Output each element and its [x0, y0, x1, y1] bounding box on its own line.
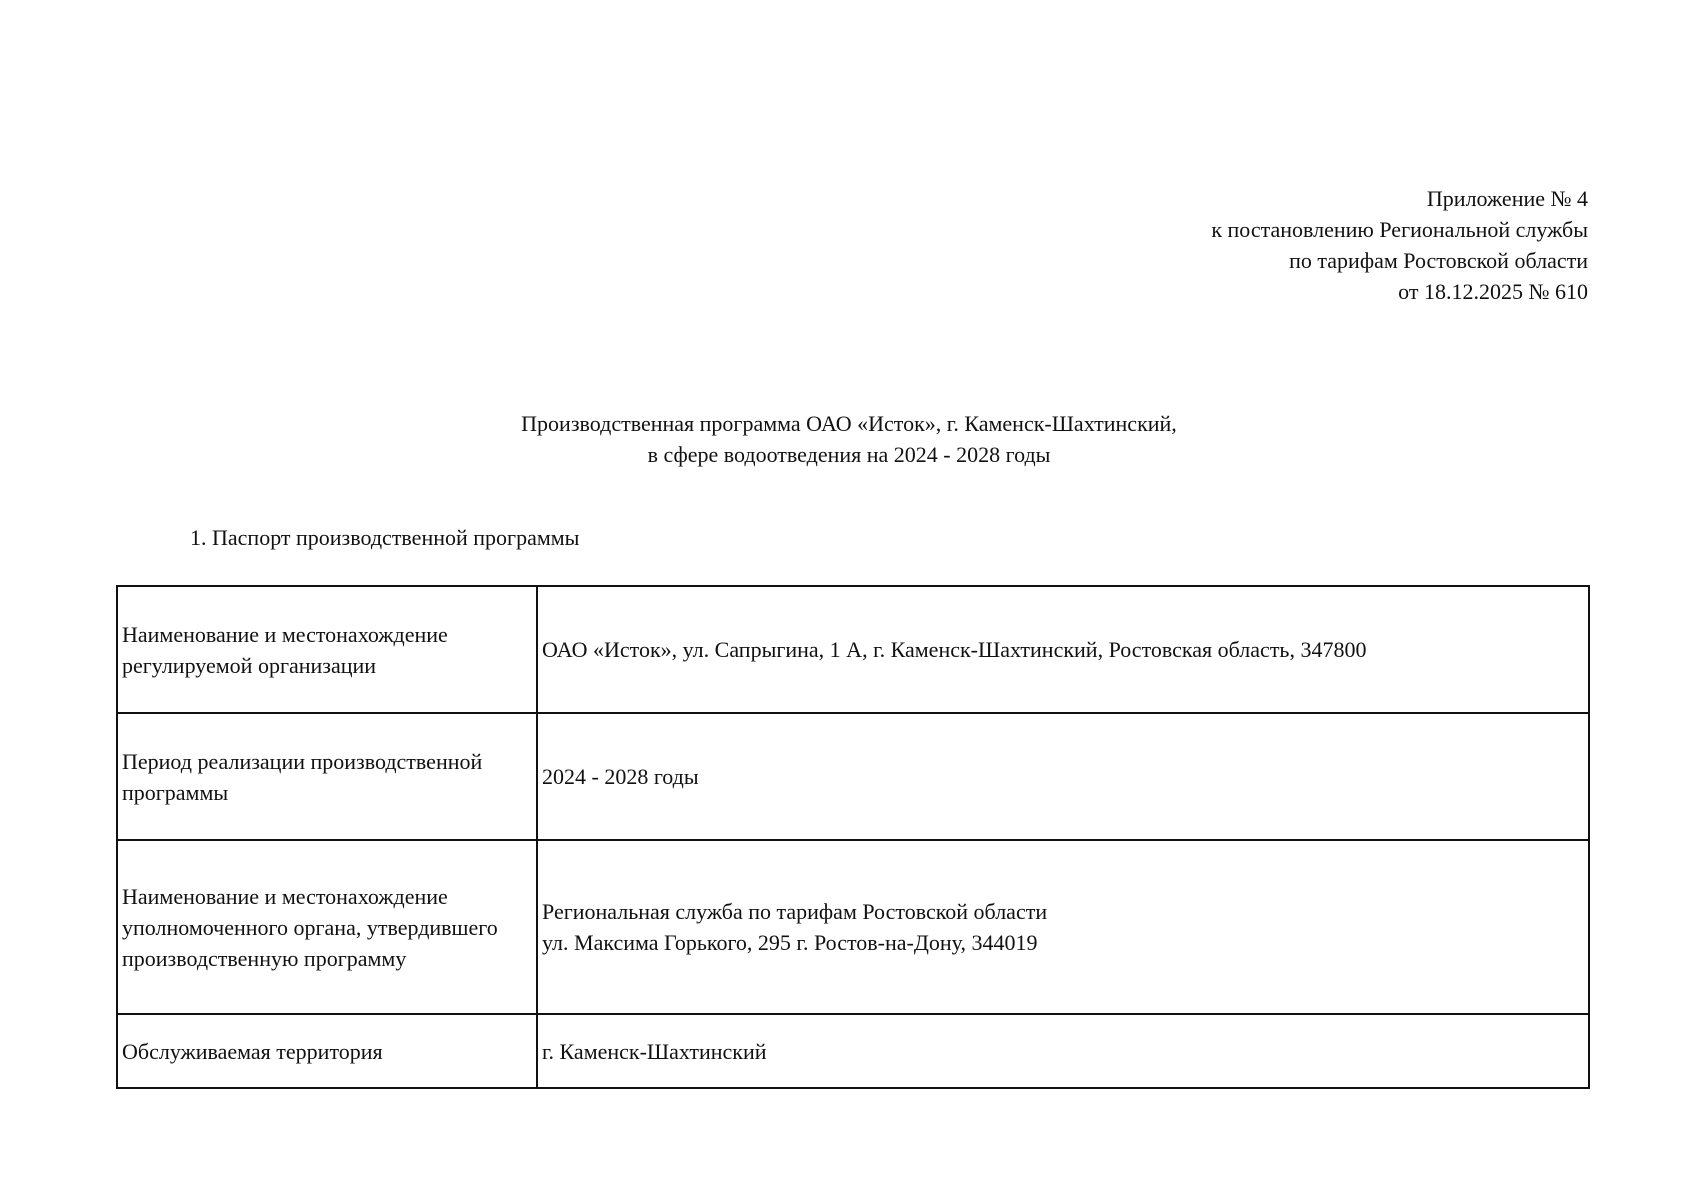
- table-row: [117, 713, 1589, 840]
- passport-table: [116, 585, 1590, 1089]
- row-value: [537, 713, 1589, 840]
- appendix-reference: к постановлению Региональной службы: [1211, 217, 1588, 242]
- row-value-line: г. Каменск-Шахтинский: [542, 1038, 767, 1064]
- table-row: [117, 586, 1589, 713]
- section-heading: 1. Паспорт производственной программы: [190, 525, 580, 550]
- appendix-block: [1211, 183, 1588, 307]
- document-title-line-1: Производственная программа ОАО «Исток», г. Каменск-Шахтинский,: [521, 411, 1177, 436]
- row-label: Обслуживаемая территория: [117, 1014, 537, 1088]
- appendix-date-number: от 18.12.2025 № 610: [1398, 279, 1588, 304]
- row-label: Наименование и местонахождение регулируемой организации: [117, 586, 537, 713]
- row-value: [537, 840, 1589, 1014]
- document-title-line-2: в сфере водоотведения на 2024 - 2028 годы: [647, 442, 1051, 467]
- appendix-authority: по тарифам Ростовской области: [1289, 248, 1588, 273]
- row-value-line: Региональная служба по тарифам Ростовской области: [542, 899, 1048, 924]
- row-value-line: ул. Максима Горького, 295 г. Ростов-на-Дону, 344019: [542, 930, 1038, 955]
- row-value: [537, 1014, 1589, 1088]
- document-title: [0, 408, 1698, 470]
- row-value-line: 2024 - 2028 годы: [542, 764, 699, 789]
- row-label: Период реализации производственной программы: [117, 713, 537, 840]
- table-row: [117, 1014, 1589, 1088]
- row-value-line: ОАО «Исток», ул. Сапрыгина, 1 А, г. Каменск-Шахтинский, Ростовская область, 347800: [542, 637, 1367, 662]
- row-label: Наименование и местонахождение уполномоченного органа, утвердившего производственную программу: [117, 840, 537, 1014]
- row-value: [537, 586, 1589, 713]
- appendix-number: Приложение № 4: [1426, 186, 1588, 211]
- table-row: [117, 840, 1589, 1014]
